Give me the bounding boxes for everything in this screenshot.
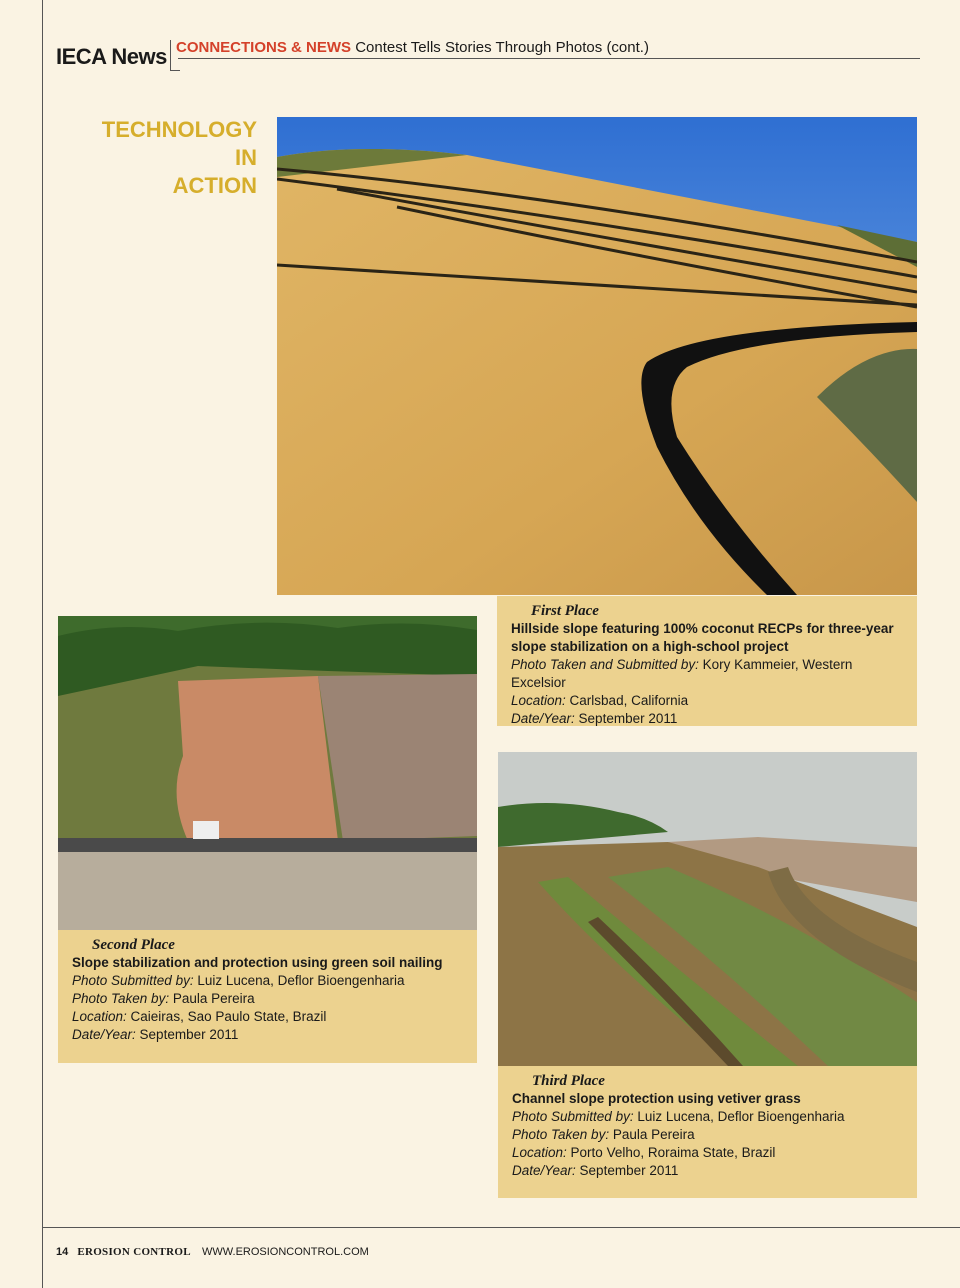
header-line — [176, 39, 649, 56]
section-title-line-1: TECHNOLOGY — [101, 117, 257, 142]
third-place-caption — [498, 1066, 917, 1198]
footer — [56, 1246, 369, 1258]
second-place-title: Second Place — [92, 937, 175, 953]
first-place-photo — [277, 117, 917, 595]
first-place-credit: Photo Taken and Submitted by: Kory Kammeier, Western Excelsior — [511, 657, 853, 690]
footer-rule — [42, 1227, 960, 1228]
third-place-description: Channel slope protection using vetiver grass — [512, 1091, 801, 1106]
section-label: CONNECTIONS & NEWS — [176, 39, 352, 56]
first-place-date: Date/Year: September 2011 — [511, 711, 678, 726]
third-place-location: Location: Porto Velho, Roraima State, Brazil — [512, 1145, 776, 1160]
second-place-taken: Photo Taken by: Paula Pereira — [72, 991, 255, 1006]
second-place-caption — [58, 930, 477, 1063]
headline: Contest Tells Stories Through Photos (cont.) — [355, 39, 649, 56]
section-title-line-2: IN — [235, 145, 257, 170]
magazine-name: EROSION CONTROL — [77, 1246, 191, 1258]
magazine-url[interactable]: WWW.EROSIONCONTROL.COM — [201, 1246, 369, 1258]
second-place-location: Location: Caieiras, Sao Paulo State, Brazil — [72, 1009, 327, 1024]
third-place-photo — [498, 752, 917, 1066]
ieca-news-brand: IECA News — [56, 44, 167, 69]
third-place-taken: Photo Taken by: Paula Pereira — [512, 1127, 695, 1142]
third-place-submitted: Photo Submitted by: Luiz Lucena, Deflor Bioengenharia — [512, 1109, 845, 1124]
first-place-caption — [497, 596, 917, 726]
header-rule — [178, 58, 920, 59]
page-margin-line — [42, 0, 43, 1288]
section-title — [102, 116, 257, 200]
first-place-location: Location: Carlsbad, California — [511, 693, 689, 708]
first-place-description: Hillside slope featuring 100% coconut RECPs for three-year slope stabilization on a high-school project — [511, 621, 894, 654]
third-place-date: Date/Year: September 2011 — [512, 1163, 679, 1178]
second-place-submitted: Photo Submitted by: Luiz Lucena, Deflor Bioengenharia — [72, 973, 405, 988]
second-place-date: Date/Year: September 2011 — [72, 1027, 239, 1042]
second-place-description: Slope stabilization and protection using green soil nailing — [72, 955, 443, 970]
section-title-line-3: ACTION — [172, 173, 257, 198]
second-place-photo — [58, 616, 477, 930]
third-place-title: Third Place — [532, 1073, 605, 1089]
first-place-title: First Place — [531, 603, 599, 619]
page-number: 14 — [56, 1246, 69, 1258]
